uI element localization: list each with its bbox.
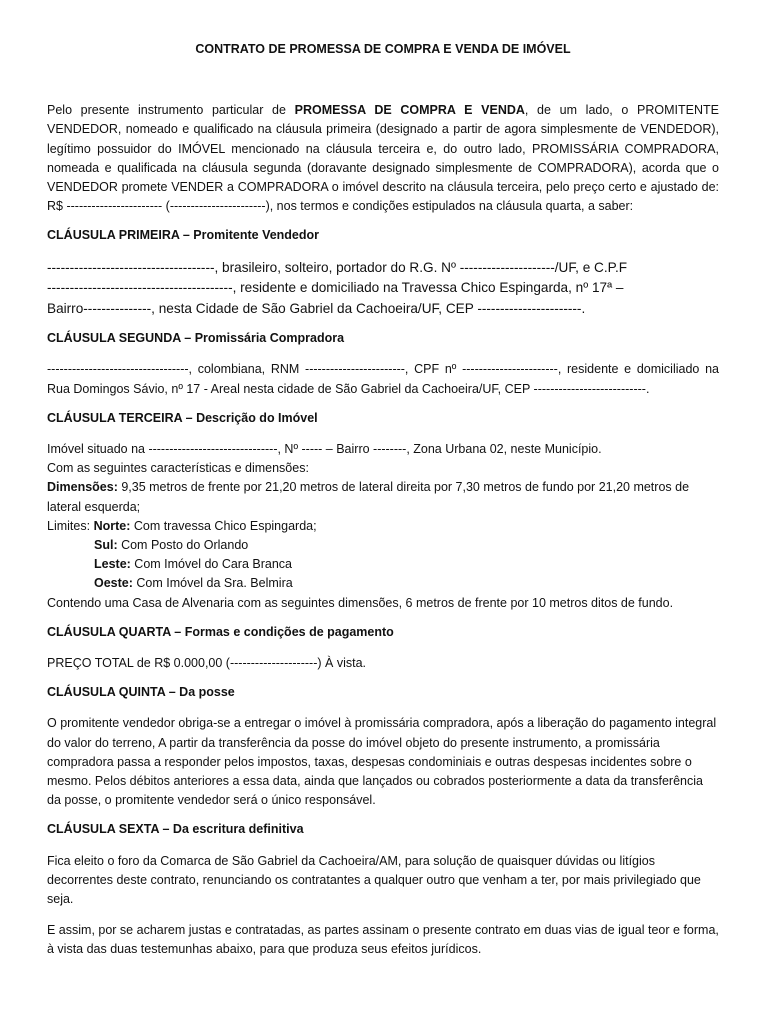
clause-3-house: Contendo uma Casa de Alvenaria com as seguintes dimensões, 6 metros de frente por 10 metros ditos de fundo. (47, 595, 674, 610)
east-label: Leste: (94, 557, 131, 572)
intro-text-end: , de um lado, o PROMITENTE VENDEDOR, nomeado e qualificado na cláusula primeira (designado a partir de agora simplesmente de VENDEDOR), legítimo possuidor do IMÓVEL mencionado na cláusula terceira e, do outro lado, PROMISSÁRIA COMPRADORA, nomeada e qualificada na cláusula segunda (doravante designado simplesmente de COMPRADORA), acorda que o VENDEDOR promete VENDER a COMPRADORA o imóvel descrito na cláusula terceira, pelo preço certo e ajustado de: R$ ----------------------- (-----------------------), nos termos e condições estipulados na cláusula quarta, a saber: (47, 103, 720, 214)
limit-east (47, 555, 719, 574)
dimensions-label: Dimensões: (47, 480, 118, 495)
clause-4-heading: CLÁUSULA QUARTA – Formas e condições de pagamento (47, 624, 394, 639)
clause-2-heading: CLÁUSULA SEGUNDA – Promissária Compradora (47, 331, 345, 346)
clause-3-heading: CLÁUSULA TERCEIRA – Descrição do Imóvel (47, 410, 318, 425)
clause-5-body: O promitente vendedor obriga-se a entregar o imóvel à promissária compradora, após a liberação do pagamento integral do valor do terreno, A partir da transferência da posse do imóvel objeto do presente instrumento, a promissária compradora passa a responder pelos impostos, taxas, despesas condominiais e outras despesas incidentes sobre o mesmo. Pelos débitos anteriores a essa data, ainda que lançados ou cobrados posteriormente a data da transferência da posse, o promitente vendedor será o único responsável. (47, 716, 717, 808)
dimensions-text: 9,35 metros de frente por 21,20 metros de lateral direita por 7,30 metros de fundo por 21,20 metros de lateral esquerda; (47, 480, 690, 514)
clause-3-dimensions (47, 478, 719, 516)
north-text: Com travessa Chico Espingarda; (130, 518, 317, 533)
clause-1-heading: CLÁUSULA PRIMEIRA – Promitente Vendedor (47, 228, 320, 243)
document-title: CONTRATO DE PROMESSA DE COMPRA E VENDA DE IMÓVEL (195, 42, 571, 56)
west-label: Oeste: (94, 576, 133, 591)
intro-paragraph (47, 101, 719, 216)
intro-bold-term: PROMESSA DE COMPRA E VENDA (294, 103, 525, 118)
east-text: Com Imóvel do Cara Branca (130, 557, 293, 572)
intro-text-start: Pelo presente instrumento particular de (47, 103, 295, 118)
limits-label: Limites: (47, 518, 91, 533)
clause-6-body: Fica eleito o foro da Comarca de São Gabriel da Cachoeira/AM, para solução de quaisquer dúvidas ou litígios decorrentes deste contrato, renunciando os contratantes a qualquer outro que venham a ter, por mais privilegiado que seja. (47, 853, 701, 906)
clause-2-body: ----------------------------------, colombiana, RNM ------------------------, CPF nº -----------------------, residente e domiciliado na Rua Domingos Sávio, nº 17 - Areal nesta cidade de São Gabriel da Cachoeira/UF, CEP ---------------------------. (47, 362, 719, 396)
west-text: Com Imóvel da Sra. Belmira (132, 576, 293, 591)
south-text: Com Posto do Orlando (117, 537, 249, 552)
north-label: Norte: (93, 518, 131, 533)
clause-1-line-3: Bairro---------------, nesta Cidade de São Gabriel da Cachoeira/UF, CEP -----------------------. (47, 300, 586, 316)
contract-body (47, 40, 719, 960)
clause-3-characteristics: Com as seguintes características e dimensões: (47, 461, 309, 476)
clause-1-line-1: -------------------------------------, brasileiro, solteiro, portador do R.G. Nº ---------------------/UF, e C.P.F (47, 259, 628, 275)
clause-3-location: Imóvel situado na -------------------------------, Nº ----- – Bairro --------, Zona Urbana 02, neste Município. (47, 441, 602, 456)
clause-1-body (47, 258, 719, 320)
clause-1-line-2: -----------------------------------------, residente e domiciliado na Travessa Chico Espingarda, nº 17ª – (47, 280, 624, 296)
limit-north (47, 517, 719, 536)
limit-west (47, 574, 719, 593)
closing-paragraph: E assim, por se acharem justas e contratadas, as partes assinam o presente contrato em duas vias de igual teor e forma, à vista das duas testemunhas abaixo, para que produza seus efeitos jurídicos. (47, 923, 719, 957)
limit-south (47, 536, 719, 555)
clause-5-heading: CLÁUSULA QUINTA – Da posse (47, 685, 235, 700)
south-label: Sul: (94, 537, 118, 552)
clause-4-body: PREÇO TOTAL de R$ 0.000,00 (---------------------) À vista. (47, 655, 366, 670)
clause-6-heading: CLÁUSULA SEXTA – Da escritura definitiva (47, 822, 304, 837)
